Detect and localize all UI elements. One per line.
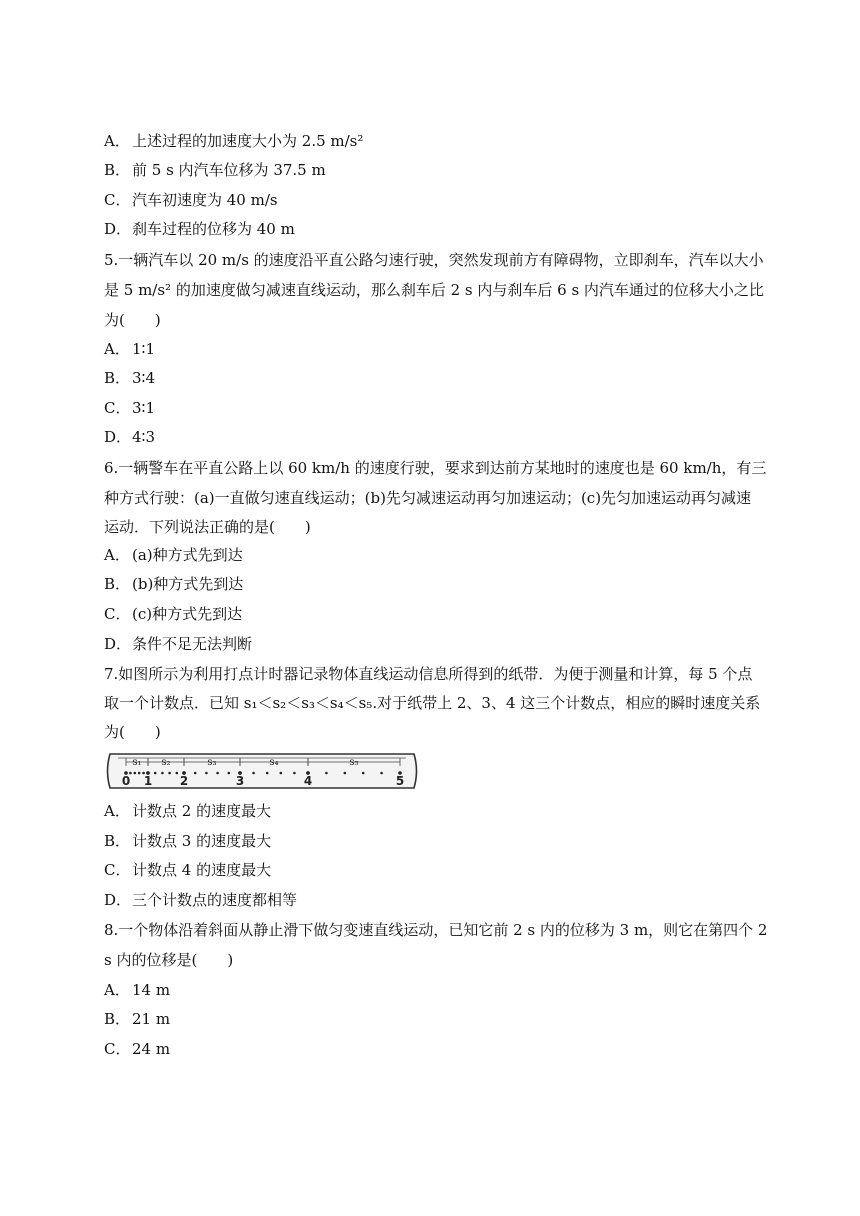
q7-option-d [104, 890, 764, 910]
q7-option-c [104, 860, 764, 880]
tape-segment-label: s₂ [161, 757, 171, 768]
option-text: 上述过程的加速度大小为 2.5 m/s² [132, 132, 364, 150]
q6-option-d [104, 634, 764, 654]
q6-option-c [104, 604, 764, 624]
option-letter: C． [104, 861, 131, 879]
option-letter: B． [104, 832, 131, 850]
option-letter: D． [104, 428, 132, 446]
option-text: 三个计数点的速度都相等 [132, 891, 298, 909]
option-letter: A． [104, 981, 130, 999]
q7-option-b [104, 831, 764, 851]
tape-dot [266, 772, 269, 775]
tape-dot [134, 772, 137, 775]
q4-option-b [104, 160, 764, 180]
tape-counting-point-5: 5 [395, 774, 405, 788]
option-letter: B． [104, 1010, 131, 1028]
option-letter: B． [104, 575, 131, 593]
tape-dot [176, 772, 179, 775]
tape-dot [138, 772, 141, 775]
option-text: (c)种方式先到达 [132, 605, 243, 623]
option-text: 14 m [132, 981, 171, 999]
option-text: 21 m [132, 1010, 171, 1028]
q5-stem-line-1: 5.一辆汽车以 20 m/s 的速度沿平直公路匀速行驶，突然发现前方有障碍物，立即刹车，汽车以大小 [104, 251, 764, 269]
q8-stem-line-1: 8.一个物体沿着斜面从静止滑下做匀变速直线运动，已知它前 2 s 内的位移为 3 m，则它在第四个 2 [104, 921, 768, 939]
paper-tape-svg [104, 748, 420, 794]
option-letter: C． [104, 399, 131, 417]
q5-option-d [104, 427, 764, 447]
q5-option-b [104, 368, 764, 388]
option-text: 3∶1 [132, 399, 155, 417]
q6-stem-line-2: 种方式行驶：(a)一直做匀速直线运动；(b)先匀减速运动再匀加速运动；(c)先匀加速运动再匀减速 [104, 489, 752, 507]
option-letter: D． [104, 220, 132, 238]
option-letter: C． [104, 605, 131, 623]
tape-dot [216, 772, 219, 775]
option-text: 条件不足无法判断 [132, 635, 253, 653]
option-letter: A． [104, 132, 130, 150]
q4-option-c [104, 190, 764, 210]
tape-dot [194, 772, 197, 775]
q4-option-d [104, 219, 764, 239]
tape-dot [154, 772, 157, 775]
option-text: 3∶4 [132, 369, 155, 387]
tape-dot [293, 772, 296, 775]
q7-stem-line-1: 7.如图所示为利用打点计时器记录物体直线运动信息所得到的纸带．为便于测量和计算，每 5 个点 [104, 665, 753, 683]
q5-option-a [104, 339, 764, 359]
tape-counting-point-4: 4 [303, 774, 313, 788]
tape-dot [168, 772, 171, 775]
q8-option-c [104, 1039, 764, 1059]
q7-stem-line-3: 为( ) [104, 723, 161, 741]
tape-segment-label: s₄ [269, 757, 279, 768]
option-text: 计数点 4 的速度最大 [132, 861, 272, 879]
tape-dot [380, 772, 383, 775]
option-text: 前 5 s 内汽车位移为 37.5 m [132, 161, 326, 179]
tape-dot [228, 772, 231, 775]
option-text: 1∶1 [132, 340, 155, 358]
q8-option-a [104, 980, 764, 1000]
option-letter: C． [104, 191, 131, 209]
tape-dot [161, 772, 164, 775]
paper-tape-figure [104, 748, 420, 794]
tape-dot [325, 772, 328, 775]
option-text: 计数点 3 的速度最大 [132, 832, 272, 850]
tape-outline [108, 754, 417, 788]
q6-stem-line-3: 运动．下列说法正确的是( ) [104, 518, 311, 536]
option-text: (b)种方式先到达 [132, 575, 244, 593]
q5-stem-line-2: 是 5 m/s² 的加速度做匀减速直线运动，那么刹车后 2 s 内与刹车后 6 s 内汽车通过的位移大小之比 [104, 281, 764, 299]
q6-option-a [104, 545, 764, 565]
q6-stem-line-1: 6.一辆警车在平直公路上以 60 km/h 的速度行驶，要求到达前方某地时的速度也是 60 km/h，有三 [104, 459, 767, 477]
option-letter: A． [104, 802, 130, 820]
option-text: 24 m [132, 1040, 171, 1058]
option-letter: A． [104, 340, 130, 358]
option-letter: B． [104, 369, 131, 387]
option-text: 计数点 2 的速度最大 [132, 802, 272, 820]
option-letter: C． [104, 1040, 131, 1058]
option-letter: A． [104, 546, 130, 564]
q7-option-a [104, 801, 764, 821]
tape-counting-point-3: 3 [235, 774, 245, 788]
tape-dot [344, 772, 347, 775]
tape-dot [252, 772, 255, 775]
option-text: (a)种方式先到达 [132, 546, 243, 564]
option-letter: B． [104, 161, 131, 179]
q5-option-c [104, 398, 764, 418]
option-letter: D． [104, 635, 132, 653]
tape-segment-label: s₁ [132, 757, 142, 768]
tape-segment-label: s₅ [349, 757, 359, 768]
q4-option-a [104, 131, 764, 151]
q7-stem-line-2: 取一个计数点．已知 s₁＜s₂＜s₃＜s₄＜s₅.对于纸带上 2、3、4 这三个计数点，相应的瞬时速度关系 [104, 694, 761, 712]
tape-counting-point-0: 0 [121, 774, 131, 788]
tape-dot [205, 772, 208, 775]
tape-dot [362, 772, 365, 775]
tape-counting-point-2: 2 [179, 774, 189, 788]
option-letter: D． [104, 891, 132, 909]
tape-segment-label: s₃ [207, 757, 217, 768]
option-text: 汽车初速度为 40 m/s [132, 191, 278, 209]
tape-dot [280, 772, 283, 775]
q6-option-b [104, 574, 764, 594]
option-text: 4∶3 [132, 428, 155, 446]
tape-counting-point-1: 1 [143, 774, 153, 788]
q5-stem-line-3: 为( ) [104, 311, 161, 329]
q8-stem-line-2: s 内的位移是( ) [104, 951, 234, 969]
option-text: 刹车过程的位移为 40 m [132, 220, 295, 238]
q8-option-b [104, 1009, 764, 1029]
